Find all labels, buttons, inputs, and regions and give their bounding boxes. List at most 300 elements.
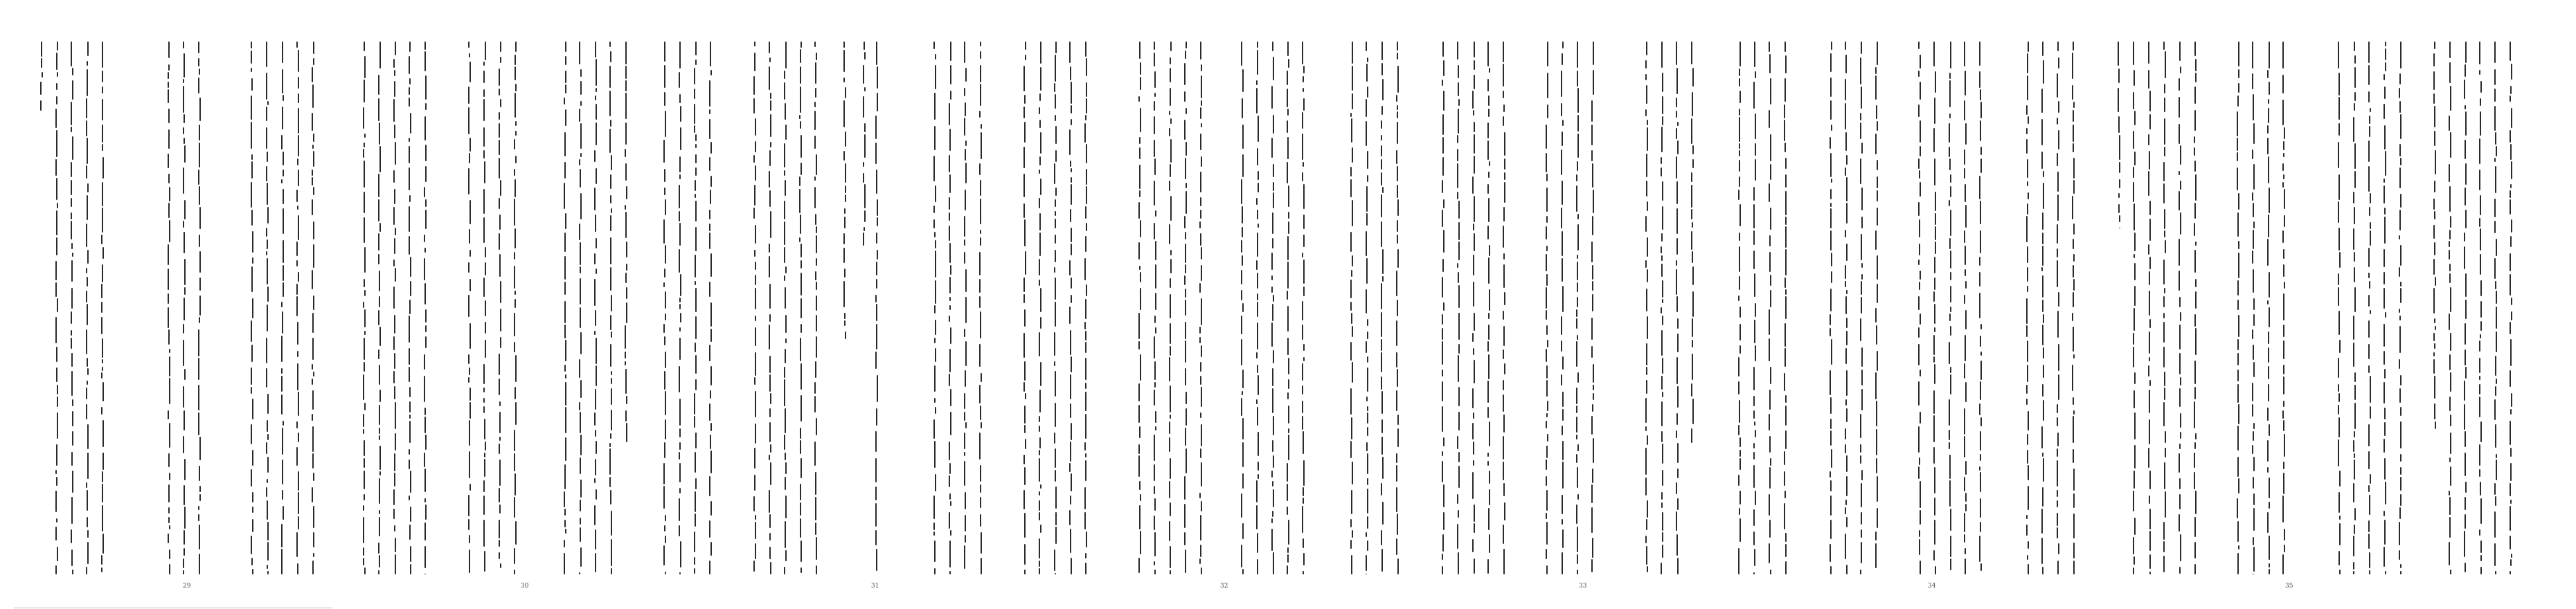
glyph-stroke (515, 473, 516, 496)
glyph-stroke (394, 70, 395, 76)
glyph-stroke (2339, 471, 2341, 487)
glyph-stroke (800, 324, 802, 333)
glyph-stroke (1474, 196, 1475, 222)
glyph-stroke (2195, 59, 2197, 71)
glyph-stroke (2494, 483, 2496, 495)
glyph-stroke (1785, 217, 1787, 225)
glyph-stroke (1257, 42, 1258, 48)
glyph-stroke (2338, 73, 2340, 96)
glyph-stroke (1069, 463, 1071, 472)
glyph-stroke (169, 220, 170, 242)
glyph-stroke (611, 388, 612, 405)
glyph-stroke (2058, 374, 2059, 400)
glyph-stroke (198, 514, 199, 521)
glyph-stroke (1753, 452, 1755, 460)
glyph-stroke (2043, 171, 2044, 177)
glyph-stroke (754, 448, 755, 469)
glyph-stroke (56, 178, 57, 200)
glyph-stroke (1950, 251, 1951, 269)
glyph-stroke (1770, 78, 1771, 104)
glyph-stroke (1592, 265, 1593, 280)
glyph-stroke (514, 266, 515, 289)
glyph-stroke (1025, 42, 1026, 50)
glyph-stroke (864, 210, 866, 222)
glyph-stroke (2057, 260, 2058, 287)
glyph-stroke (1169, 181, 1170, 191)
glyph-stroke (580, 480, 582, 498)
glyph-stroke (515, 55, 516, 65)
glyph-stroke (56, 83, 57, 90)
glyph-stroke (2338, 384, 2339, 392)
glyph-stroke (664, 371, 665, 390)
glyph-stroke (2195, 291, 2197, 309)
glyph-stroke (1845, 55, 1847, 73)
glyph-stroke (980, 465, 981, 482)
glyph-stroke (379, 555, 380, 567)
glyph-stroke (1169, 437, 1170, 452)
glyph-stroke (564, 282, 566, 295)
glyph-stroke (980, 311, 981, 338)
glyph-stroke (596, 441, 597, 454)
glyph-stroke (1846, 370, 1848, 396)
glyph-stroke (1350, 388, 1352, 415)
glyph-stroke (2133, 537, 2134, 554)
glyph-stroke (1070, 442, 1071, 462)
glyph-stroke (1351, 555, 1352, 574)
glyph-stroke (469, 367, 470, 375)
glyph-stroke (1662, 532, 1663, 542)
glyph-stroke (1396, 352, 1397, 367)
glyph-stroke (800, 260, 802, 269)
glyph-stroke (935, 240, 936, 248)
glyph-stroke (2383, 288, 2385, 309)
glyph-stroke (1474, 156, 1475, 174)
glyph-stroke (1201, 247, 1202, 260)
glyph-stroke (1561, 316, 1562, 335)
glyph-stroke (2338, 405, 2339, 415)
glyph-stroke (1949, 238, 1951, 249)
glyph-stroke (864, 184, 866, 208)
glyph-stroke (1546, 565, 1548, 574)
glyph-stroke (2027, 434, 2028, 445)
glyph-stroke (1949, 73, 1951, 79)
glyph-stroke (2133, 131, 2134, 149)
glyph-stroke (1350, 441, 1352, 458)
glyph-stroke (364, 42, 365, 51)
glyph-stroke (2510, 463, 2512, 481)
glyph-stroke (379, 435, 380, 440)
glyph-stroke (965, 269, 967, 292)
glyph-stroke (1770, 275, 1771, 286)
glyph-stroke (1272, 238, 1273, 248)
glyph-stroke (1592, 281, 1593, 291)
glyph-stroke (55, 282, 57, 297)
glyph-stroke (1676, 260, 1677, 266)
glyph-stroke (184, 507, 186, 529)
glyph-stroke (168, 244, 169, 265)
glyph-stroke (2119, 179, 2120, 188)
glyph-stroke (364, 331, 366, 335)
glyph-stroke (1562, 181, 1563, 205)
glyph-stroke (754, 53, 755, 71)
glyph-stroke (378, 349, 379, 359)
glyph-stroke (1185, 158, 1186, 179)
glyph-stroke (483, 127, 485, 147)
glyph-stroke (2433, 53, 2435, 66)
glyph-stroke (2042, 233, 2043, 244)
glyph-stroke (1546, 287, 1547, 309)
glyph-stroke (1934, 304, 1935, 324)
glyph-stroke (267, 152, 268, 162)
glyph-stroke (769, 190, 771, 207)
glyph-stroke (1138, 444, 1140, 454)
glyph-stroke (2148, 244, 2149, 255)
glyph-stroke (2253, 298, 2255, 310)
glyph-stroke (1831, 449, 1832, 468)
glyph-stroke (2028, 192, 2029, 199)
glyph-stroke (1185, 232, 1186, 239)
glyph-stroke (1457, 494, 1458, 504)
glyph-stroke (2384, 125, 2386, 149)
glyph-stroke (499, 552, 500, 559)
glyph-stroke (1257, 273, 1258, 289)
glyph-stroke (1367, 478, 1368, 485)
glyph-stroke (102, 87, 103, 93)
glyph-stroke (424, 248, 426, 253)
glyph-stroke (1645, 60, 1647, 69)
glyph-stroke (2511, 64, 2512, 80)
glyph-stroke (1272, 368, 1273, 386)
glyph-stroke (2073, 42, 2074, 51)
glyph-stroke (1919, 457, 1920, 465)
glyph-stroke (2237, 339, 2239, 350)
glyph-stroke (1769, 183, 1770, 202)
glyph-stroke (2480, 421, 2482, 442)
glyph-stroke (1397, 415, 1399, 425)
glyph-stroke (1085, 414, 1086, 439)
glyph-stroke (1861, 188, 1863, 210)
glyph-stroke (784, 567, 785, 574)
glyph-stroke (2194, 453, 2195, 468)
glyph-stroke (680, 541, 681, 567)
glyph-stroke (1287, 162, 1288, 183)
glyph-stroke (1831, 253, 1832, 266)
glyph-stroke (1845, 500, 1847, 505)
glyph-stroke (1647, 500, 1648, 518)
glyph-stroke (1576, 318, 1577, 329)
glyph-stroke (800, 395, 802, 421)
glyph-stroke (1023, 382, 1025, 392)
glyph-stroke (1258, 224, 1259, 228)
glyph-stroke (500, 563, 501, 568)
glyph-stroke (71, 338, 72, 349)
glyph-stroke (410, 471, 411, 493)
glyph-stroke (313, 506, 314, 528)
glyph-stroke (815, 522, 816, 535)
glyph-stroke (1186, 408, 1187, 426)
glyph-stroke (2400, 477, 2401, 491)
glyph-stroke (876, 304, 877, 321)
glyph-stroke (816, 154, 817, 175)
glyph-stroke (1934, 520, 1935, 545)
glyph-stroke (1845, 265, 1846, 279)
glyph-stroke (55, 317, 57, 343)
glyph-stroke (1069, 260, 1071, 275)
glyph-stroke (1186, 392, 1187, 404)
glyph-stroke (1920, 146, 1921, 156)
glyph-stroke (769, 256, 770, 278)
glyph-stroke (1504, 182, 1505, 203)
glyph-stroke (1692, 340, 1693, 347)
glyph-stroke (1785, 395, 1787, 403)
glyph-stroke (1739, 491, 1741, 505)
glyph-stroke (1661, 563, 1662, 574)
glyph-stroke (709, 561, 710, 574)
glyph-stroke (1442, 554, 1443, 560)
glyph-stroke (2465, 111, 2467, 136)
glyph-stroke (394, 473, 395, 487)
glyph-stroke (964, 461, 965, 486)
glyph-stroke (169, 378, 170, 404)
glyph-stroke (57, 298, 58, 312)
glyph-stroke (2043, 458, 2044, 482)
glyph-stroke (2354, 287, 2356, 312)
glyph-stroke (424, 546, 426, 568)
glyph-stroke (378, 233, 379, 251)
glyph-stroke (1287, 89, 1288, 107)
glyph-stroke (1769, 414, 1770, 430)
glyph-stroke (1154, 561, 1155, 565)
glyph-stroke (800, 244, 802, 257)
glyph-stroke (694, 416, 695, 428)
glyph-stroke (379, 517, 380, 536)
glyph-stroke (1591, 150, 1593, 161)
glyph-stroke (1170, 278, 1171, 288)
glyph-stroke (313, 42, 314, 54)
glyph-stroke (800, 66, 801, 84)
glyph-stroke (935, 251, 936, 278)
glyph-stroke (266, 73, 267, 100)
glyph-stroke (394, 81, 395, 97)
glyph-stroke (1503, 394, 1504, 412)
glyph-stroke (1242, 227, 1243, 237)
glyph-stroke (183, 436, 184, 453)
glyph-stroke (1487, 381, 1489, 403)
glyph-stroke (468, 519, 469, 530)
glyph-stroke (1980, 102, 1982, 118)
glyph-stroke (283, 152, 284, 165)
glyph-stroke (2465, 273, 2467, 297)
glyph-stroke (965, 297, 967, 323)
glyph-stroke (1785, 191, 1787, 215)
glyph-stroke (844, 208, 846, 214)
glyph-stroke (1381, 221, 1382, 247)
glyph-stroke (1503, 525, 1504, 544)
glyph-stroke (409, 421, 411, 443)
glyph-stroke (2072, 365, 2073, 391)
glyph-stroke (2237, 300, 2239, 310)
glyph-stroke (2027, 286, 2028, 292)
glyph-stroke (282, 42, 283, 63)
glyph-stroke (816, 235, 817, 253)
glyph-stroke (1170, 323, 1171, 344)
glyph-stroke (1472, 539, 1474, 552)
glyph-stroke (1054, 361, 1055, 366)
glyph-stroke (1200, 412, 1201, 418)
glyph-stroke (1503, 64, 1504, 87)
glyph-stroke (168, 507, 170, 513)
glyph-stroke (1397, 220, 1398, 232)
glyph-stroke (2237, 280, 2239, 296)
glyph-stroke (1256, 88, 1258, 113)
glyph-stroke (814, 111, 816, 130)
glyph-stroke (1846, 455, 1848, 472)
glyph-stroke (2027, 365, 2028, 382)
glyph-stroke (1933, 335, 1935, 355)
glyph-stroke (86, 291, 87, 302)
glyph-stroke (71, 311, 72, 324)
glyph-stroke (2495, 571, 2496, 574)
glyph-stroke (1086, 58, 1087, 76)
glyph-stroke (1980, 120, 1981, 141)
glyph-stroke (168, 453, 170, 467)
glyph-stroke (1140, 220, 1141, 237)
glyph-stroke (1755, 113, 1756, 139)
glyph-stroke (2073, 265, 2074, 278)
glyph-stroke (814, 42, 816, 47)
glyph-stroke (2450, 132, 2451, 158)
glyph-stroke (2267, 125, 2269, 134)
glyph-stroke (485, 262, 486, 275)
glyph-stroke (1677, 334, 1679, 352)
glyph-stroke (2041, 426, 2043, 448)
glyph-stroke (1676, 156, 1677, 179)
glyph-stroke (1396, 453, 1397, 463)
glyph-stroke (1055, 55, 1056, 82)
glyph-stroke (394, 525, 395, 531)
glyph-stroke (949, 512, 950, 529)
glyph-stroke (2238, 241, 2239, 249)
glyph-stroke (1935, 566, 1936, 574)
glyph-stroke (267, 394, 269, 414)
glyph-stroke (1288, 59, 1289, 68)
glyph-stroke (199, 69, 200, 75)
glyph-stroke (183, 167, 184, 194)
glyph-stroke (71, 371, 73, 396)
glyph-stroke (1830, 370, 1831, 395)
glyph-stroke (1934, 158, 1935, 185)
glyph-stroke (363, 558, 364, 565)
glyph-stroke (1381, 419, 1383, 433)
glyph-stroke (2383, 185, 2385, 203)
glyph-stroke (425, 166, 427, 182)
glyph-stroke (379, 42, 381, 69)
glyph-stroke (364, 217, 365, 243)
glyph-stroke (1366, 258, 1368, 284)
glyph-stroke (515, 355, 517, 382)
glyph-stroke (2134, 518, 2136, 535)
glyph-stroke (876, 549, 877, 571)
glyph-stroke (580, 69, 582, 77)
glyph-stroke (1170, 415, 1171, 419)
glyph-stroke (2072, 53, 2073, 79)
glyph-stroke (1861, 347, 1863, 367)
glyph-stroke (1964, 149, 1965, 165)
glyph-stroke (594, 150, 596, 162)
glyph-stroke (1472, 176, 1474, 194)
glyph-stroke (2057, 448, 2058, 457)
glyph-stroke (1443, 199, 1444, 208)
glyph-stroke (2072, 85, 2073, 100)
glyph-stroke (1691, 428, 1692, 443)
glyph-stroke (1442, 259, 1444, 272)
glyph-stroke (2434, 376, 2435, 399)
glyph-stroke (1949, 342, 1950, 364)
glyph-stroke (785, 338, 787, 343)
glyph-stroke (1473, 412, 1474, 419)
glyph-stroke (1086, 531, 1087, 547)
glyph-stroke (1965, 184, 1966, 202)
glyph-stroke (1140, 531, 1141, 554)
glyph-stroke (199, 98, 201, 121)
glyph-stroke (1846, 331, 1848, 345)
glyph-stroke (1964, 513, 1965, 532)
glyph-stroke (1055, 512, 1057, 525)
glyph-stroke (1457, 149, 1458, 161)
glyph-stroke (1754, 320, 1755, 343)
glyph-stroke (1397, 111, 1398, 118)
glyph-stroke (1170, 57, 1171, 64)
glyph-stroke (2338, 42, 2339, 69)
glyph-stroke (57, 547, 58, 561)
glyph-stroke (950, 327, 951, 344)
glyph-stroke (2353, 316, 2354, 340)
glyph-stroke (785, 180, 786, 196)
glyph-stroke (2284, 215, 2285, 227)
glyph-stroke (1785, 348, 1786, 367)
glyph-stroke (71, 353, 73, 367)
glyph-stroke (168, 517, 170, 523)
glyph-stroke (2480, 540, 2482, 553)
glyph-stroke (1170, 42, 1172, 51)
glyph-stroke (1287, 338, 1289, 355)
glyph-stroke (1381, 391, 1383, 414)
glyph-stroke (1140, 77, 1141, 90)
glyph-stroke (1241, 240, 1242, 253)
glyph-stroke (199, 278, 201, 291)
glyph-stroke (784, 71, 785, 79)
glyph-stroke (863, 173, 864, 183)
glyph-stroke (1071, 295, 1072, 303)
glyph-stroke (2400, 407, 2401, 416)
glyph-stroke (1442, 277, 1443, 298)
glyph-stroke (2510, 559, 2512, 566)
glyph-stroke (2494, 158, 2496, 162)
glyph-stroke (844, 269, 846, 278)
glyph-stroke (2027, 53, 2028, 73)
glyph-stroke (378, 543, 379, 554)
glyph-stroke (679, 94, 681, 103)
glyph-stroke (1140, 494, 1141, 501)
glyph-stroke (875, 503, 877, 527)
glyph-stroke (2194, 147, 2195, 156)
glyph-stroke (2149, 331, 2150, 354)
glyph-stroke (184, 232, 185, 253)
glyph-stroke (410, 546, 411, 562)
glyph-stroke (2383, 179, 2385, 183)
glyph-stroke (679, 174, 681, 179)
glyph-stroke (1593, 42, 1594, 65)
